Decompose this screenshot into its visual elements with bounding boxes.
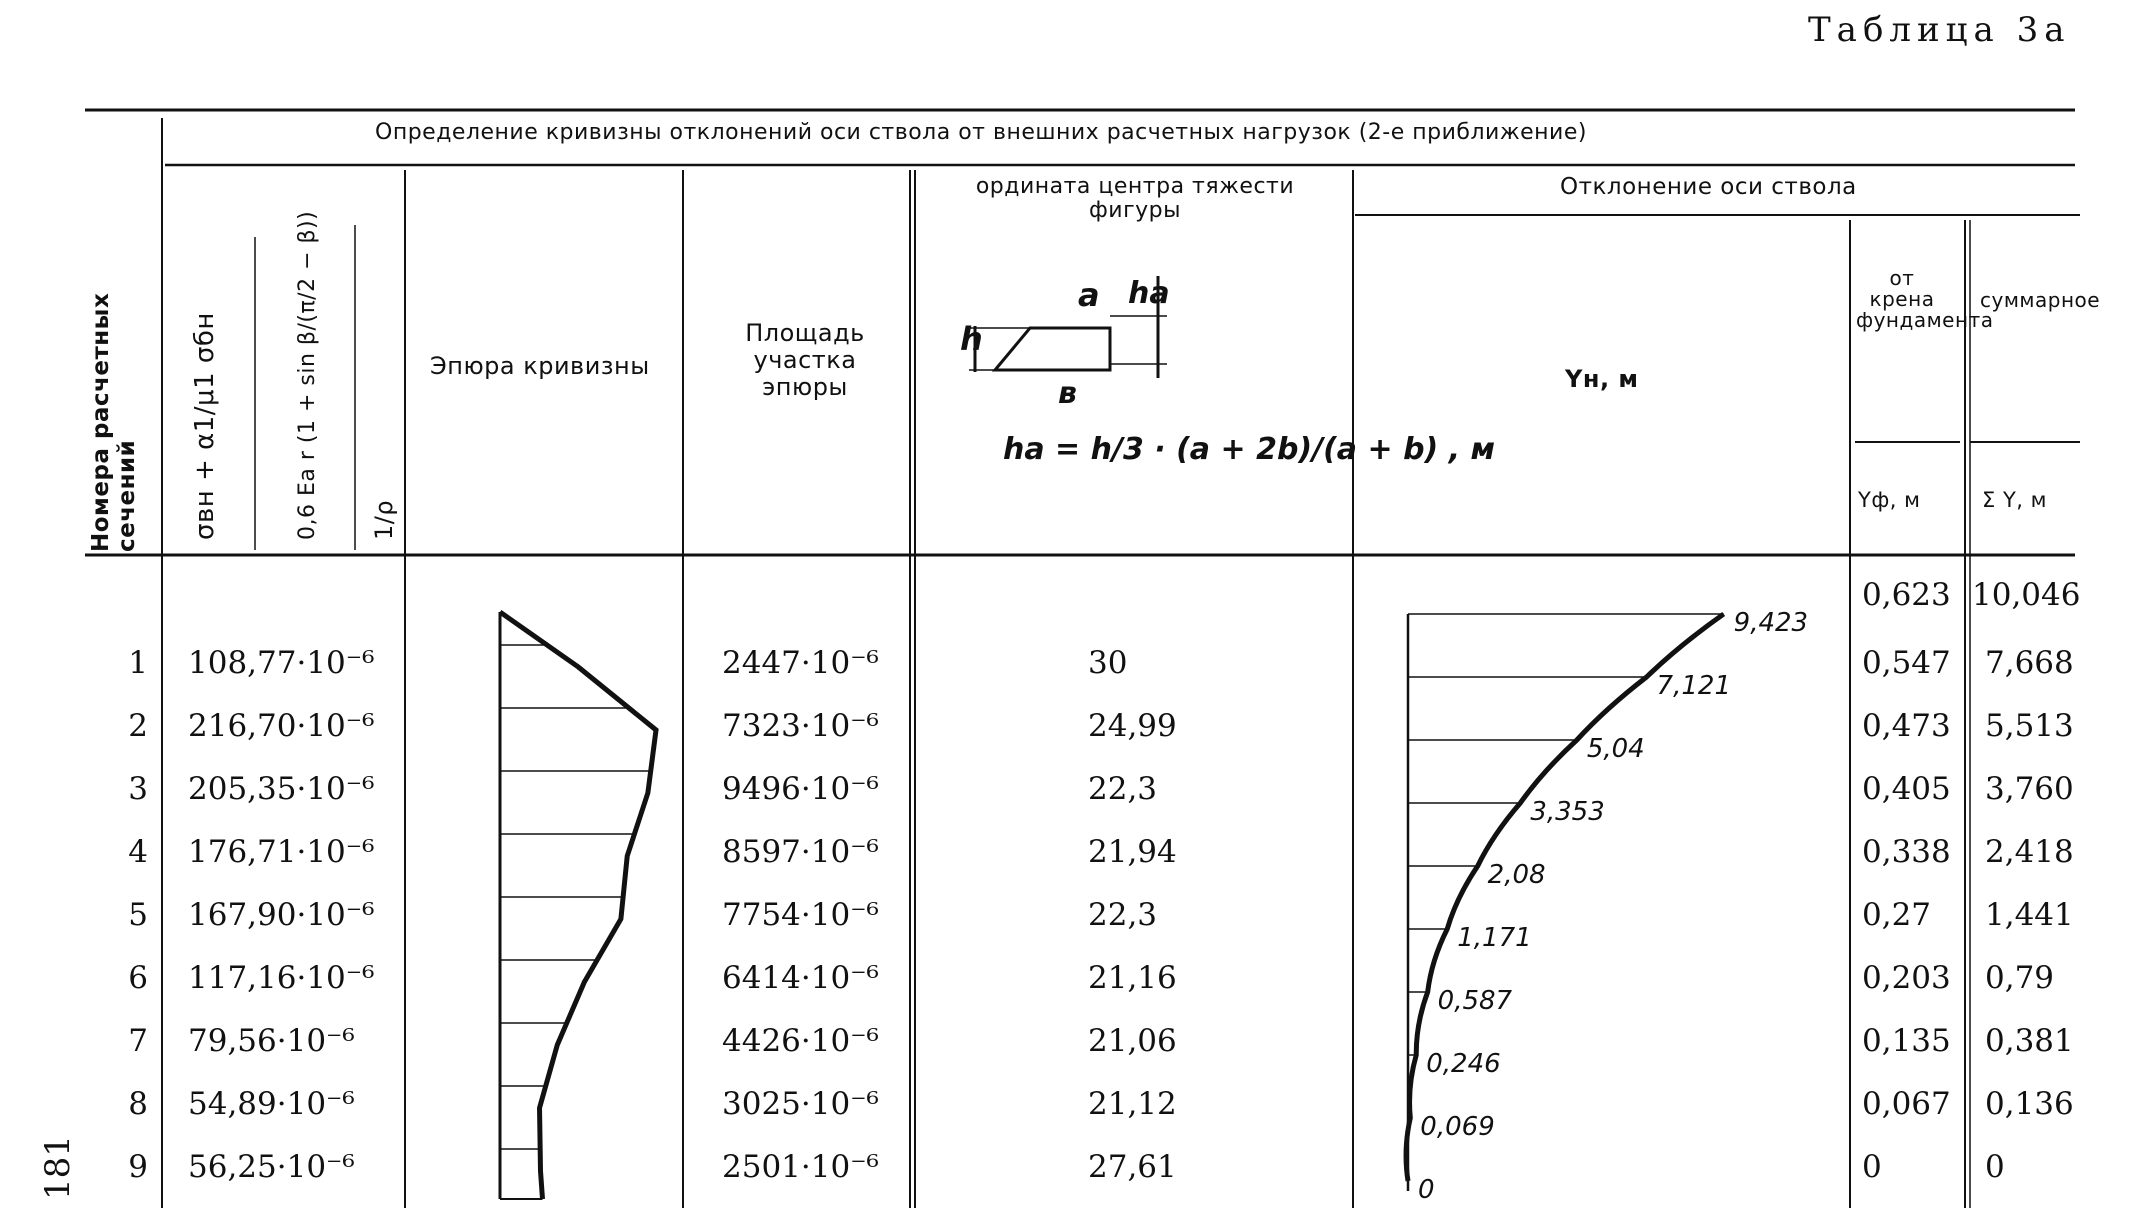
curvature-value: 216,70·10⁻⁶ [188, 708, 375, 744]
curvature-value: 54,89·10⁻⁶ [188, 1086, 355, 1122]
centroid-value: 22,3 [1088, 897, 1158, 933]
yf-value: 0,067 [1862, 1086, 1951, 1122]
area-value: 3025·10⁻⁶ [722, 1086, 879, 1122]
sum-value: 5,513 [1985, 708, 2074, 744]
from-heel-unit: Yф, м [1858, 488, 1921, 512]
section-numbers-header: Номера расчетных сечений [88, 292, 140, 552]
top-sum-value: 10,046 [1972, 577, 2081, 613]
table-title: Таблица 3а [1808, 10, 2071, 50]
fig-label-ha: hа [1128, 276, 1170, 311]
yn-label: 0,246 [1426, 1049, 1501, 1079]
yf-value: 0,547 [1862, 645, 1951, 681]
sum-value: 0 [1985, 1149, 2005, 1185]
curvature-value: 79,56·10⁻⁶ [188, 1023, 355, 1059]
yf-value: 0 [1862, 1149, 1882, 1185]
area-value: 9496·10⁻⁶ [722, 771, 879, 807]
centroid-value: 24,99 [1088, 708, 1177, 744]
row-number: 9 [128, 1149, 148, 1185]
area-value: 8597·10⁻⁶ [722, 834, 879, 870]
yn-label: 3,353 [1530, 797, 1605, 827]
centroid-value: 22,3 [1088, 771, 1158, 807]
area-value: 2447·10⁻⁶ [722, 645, 879, 681]
yf-value: 0,27 [1862, 897, 1932, 933]
yn-label: 0,069 [1420, 1112, 1495, 1142]
centroid-value: 21,06 [1088, 1023, 1177, 1059]
epure-outline [500, 612, 656, 1199]
yn-label: 0 [1418, 1175, 1435, 1205]
yn-label: 7,121 [1656, 671, 1731, 701]
centroid-formula: ha = h/3 · (a + 2b)/(a + b) , м [1003, 432, 1496, 467]
row-number: 7 [128, 1023, 148, 1059]
fig-label-h: h [960, 320, 983, 358]
centroid-value: 21,94 [1088, 834, 1177, 870]
page-number: 181 [38, 1135, 78, 1200]
yn-header: Yн, м [1565, 365, 1639, 393]
curvature-value: 56,25·10⁻⁶ [188, 1149, 355, 1185]
yf-value: 0,135 [1862, 1023, 1951, 1059]
yn-label: 1,171 [1457, 923, 1532, 953]
centroid-header: ордината центра тяжести фигуры [975, 174, 1295, 223]
centroid-value: 21,12 [1088, 1086, 1177, 1122]
sum-value: 0,381 [1985, 1023, 2074, 1059]
row-number: 2 [128, 708, 148, 744]
sum-value: 0,136 [1985, 1086, 2074, 1122]
yf-value: 0,473 [1862, 708, 1951, 744]
inv-rho-header: 1/ρ [370, 499, 398, 540]
centroid-value: 27,61 [1088, 1149, 1177, 1185]
sum-value: 0,79 [1985, 960, 2055, 996]
main-header: Определение кривизны отклонений оси ствола от внешних расчетных нагрузок (2-е приближение) [375, 120, 1587, 145]
centroid-value: 30 [1088, 645, 1128, 681]
yn-label: 2,08 [1487, 860, 1546, 890]
curvature-value: 167,90·10⁻⁶ [188, 897, 375, 933]
yn-label: 0,587 [1437, 986, 1513, 1016]
row-number: 3 [128, 771, 148, 807]
curvature-value: 117,16·10⁻⁶ [188, 960, 375, 996]
yf-value: 0,405 [1862, 771, 1951, 807]
epure-header: Эпюра кривизны [430, 352, 650, 380]
yf-value: 0,203 [1862, 960, 1951, 996]
row-number: 6 [128, 960, 148, 996]
deviation-group-header: Отклонение оси ствола [1560, 174, 1857, 200]
total-unit: Σ Y, м [1982, 488, 2047, 512]
sigma-header: σвн + α1/μ1 σбн [190, 312, 220, 540]
top-yf-value: 0,623 [1862, 577, 1951, 613]
centroid-value: 21,16 [1088, 960, 1177, 996]
row-number: 1 [128, 645, 148, 681]
sum-value: 1,441 [1985, 897, 2074, 933]
from-heel-header: от крена фундамента [1856, 266, 1994, 332]
sum-value: 2,418 [1985, 834, 2074, 870]
total-header: суммарное [1980, 288, 2101, 312]
row-number: 5 [128, 897, 148, 933]
area-value: 2501·10⁻⁶ [722, 1149, 879, 1185]
area-value: 6414·10⁻⁶ [722, 960, 879, 996]
curvature-value: 205,35·10⁻⁶ [188, 771, 375, 807]
row-number: 8 [128, 1086, 148, 1122]
curvature-value: 108,77·10⁻⁶ [188, 645, 375, 681]
yf-value: 0,338 [1862, 834, 1951, 870]
fig-label-b: в [1058, 376, 1077, 411]
area-value: 4426·10⁻⁶ [722, 1023, 879, 1059]
deflection-curve [1390, 590, 1850, 1200]
sum-value: 7,668 [1985, 645, 2074, 681]
area-value: 7323·10⁻⁶ [722, 708, 879, 744]
area-value: 7754·10⁻⁶ [722, 897, 879, 933]
yn-label: 5,04 [1586, 734, 1645, 764]
fig-label-a: a [1078, 276, 1100, 314]
curvature-value: 176,71·10⁻⁶ [188, 834, 375, 870]
ea-header: 0,6 Eа r (1 + sin β/(π/2 − β)) [295, 210, 320, 540]
row-number: 4 [128, 834, 148, 870]
yn-label: 9,423 [1733, 608, 1809, 638]
area-header: Площадь участка эпюры [745, 319, 865, 401]
curvature-epure [480, 600, 680, 1200]
sum-value: 3,760 [1985, 771, 2074, 807]
